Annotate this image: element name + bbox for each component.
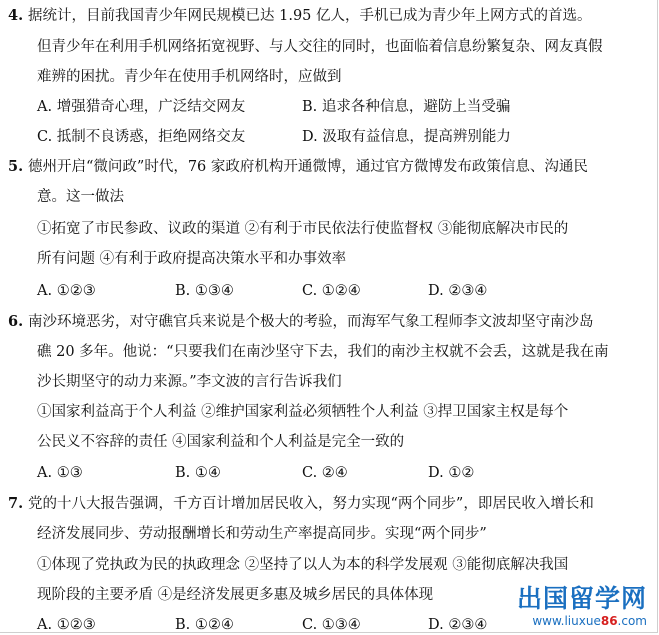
site-watermark xyxy=(517,584,647,628)
option-c: C. 抵制不良诱惑，拒绝网络交友 xyxy=(37,129,246,145)
option-d: D. 汲取有益信息，提高辨别能力 xyxy=(302,129,511,145)
question-stem-line: 党的十八大报告强调，千方百计增加居民收入，努力实现“两个同步”，即居民收入增长和 xyxy=(28,496,594,512)
statement-line: ①体现了党执政为民的执政理念 ②坚持了以人为本的科学发展观 ③能彻底解决我国 xyxy=(37,557,569,573)
statement-line: ①拓宽了市民参政、议政的渠道 ②有利于市民依法行使监督权 ③能彻底解决市民的 xyxy=(37,221,569,237)
statement-line: 所有问题 ④有利于政府提高决策水平和办事效率 xyxy=(37,251,347,267)
watermark-url-highlight: 86 xyxy=(600,614,618,628)
question-number: 7. xyxy=(8,495,24,512)
question-stem-line: 德州开启“微问政”时代，76 家政府机构开通微博，通过官方微博发布政策信息、沟通民 xyxy=(28,159,588,175)
question-stem-line: 意。这一做法 xyxy=(37,189,124,205)
question-stem-line: 南沙环境恶劣，对守礁官兵来说是个极大的考验，而海军气象工程师李文波却坚守南沙岛 xyxy=(28,314,594,330)
option-d: D. ①② xyxy=(428,465,475,481)
question-stem-line: 礁 20 多年。他说：“只要我们在南沙坚守下去，我们的南沙主权就不会丢，这就是我在南 xyxy=(37,344,609,360)
statement-line: 公民义不容辞的责任 ④国家利益和个人利益是完全一致的 xyxy=(37,434,405,450)
question-stem-line: 但青少年在利用手机网络拓宽视野、与人交往的同时，也面临着信息纷繁复杂、网友真假 xyxy=(37,39,603,55)
question-stem-line: 难辨的困扰。青少年在使用手机网络时，应做到 xyxy=(37,69,342,85)
option-b: B. 追求各种信息，避防上当受骗 xyxy=(302,99,511,115)
question-number: 6. xyxy=(8,313,24,330)
watermark-title: 出国留学网 xyxy=(516,584,647,613)
question-number: 4. xyxy=(8,7,24,24)
question-number: 5. xyxy=(8,158,24,175)
question-stem-line: 据统计，目前我国青少年网民规模已达 1.95 亿人，手机已成为青少年上网方式的首选。 xyxy=(28,8,592,24)
option-a: A. ①②③ xyxy=(37,617,96,633)
option-b: B. ①④ xyxy=(175,465,221,481)
option-a: A. ①③ xyxy=(37,465,83,481)
option-c: C. ②④ xyxy=(302,465,348,481)
option-b: B. ①②④ xyxy=(175,617,234,633)
option-d: D. ②③④ xyxy=(428,283,488,299)
question-stem-line: 经济发展同步、劳动报酬增长和劳动生产率提高同步。实现“两个同步” xyxy=(37,526,487,542)
watermark-url-suffix: .com xyxy=(617,614,647,628)
option-c: C. ①③④ xyxy=(302,617,361,633)
option-a: A. 增强猎奇心理，广泛结交网友 xyxy=(37,99,246,115)
option-a: A. ①②③ xyxy=(37,283,96,299)
watermark-url-prefix: www.liuxue xyxy=(532,614,601,628)
option-c: C. ①②④ xyxy=(302,283,361,299)
option-b: B. ①③④ xyxy=(175,283,234,299)
question-stem-line: 沙长期坚守的动力来源。”李文波的言行告诉我们 xyxy=(37,374,342,390)
watermark-url xyxy=(517,614,647,628)
statement-line: 现阶段的主要矛盾 ④是经济发展更多惠及城乡居民的具体体现 xyxy=(37,587,434,603)
statement-line: ①国家利益高于个人利益 ②维护国家利益必须牺牲个人利益 ③捍卫国家主权是每个 xyxy=(37,404,569,420)
option-d: D. ②③④ xyxy=(428,617,488,633)
